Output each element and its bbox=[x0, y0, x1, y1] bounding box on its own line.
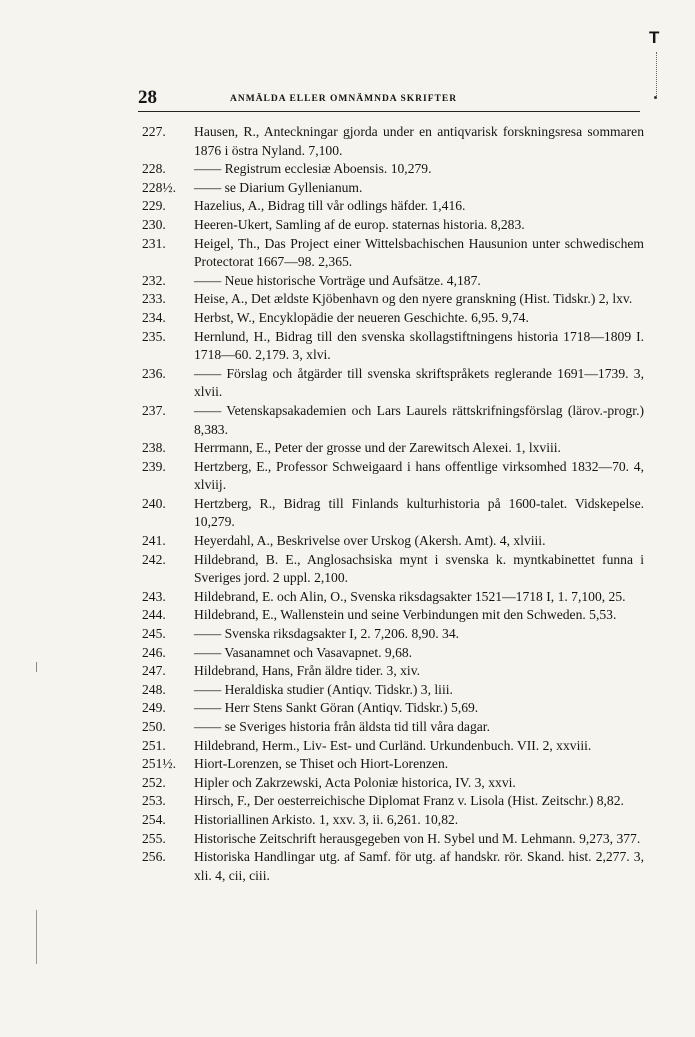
entry-number: 242. bbox=[142, 551, 166, 567]
entry-text: Hiort-Lorenzen, se Thiset och Hiort-Lorenzen. bbox=[194, 756, 449, 772]
entry-number: 251. bbox=[142, 737, 166, 753]
bibliography-entry bbox=[134, 197, 644, 216]
entry-number: 244. bbox=[142, 607, 166, 623]
entry-number: 255. bbox=[142, 830, 166, 846]
entry-text: —— Vasanamnet och Vasavapnet. 9,68. bbox=[194, 644, 413, 660]
entry-text: —— Förslag och åtgärder till svenska skriftspråkets reglerande 1691—1739. 3, xlvii. bbox=[194, 365, 644, 400]
bibliography-entry bbox=[134, 458, 644, 495]
bibliography-entry bbox=[134, 123, 644, 160]
scan-artifact-line bbox=[36, 662, 37, 672]
bibliography-entry bbox=[134, 774, 644, 793]
entry-text: Hildebrand, E., Wallenstein und seine Verbindungen mit den Schweden. 5,53. bbox=[194, 607, 617, 623]
bibliography-entry bbox=[134, 235, 644, 272]
entry-number: 228. bbox=[142, 161, 166, 177]
bibliography-entry bbox=[134, 737, 644, 756]
entry-text: —— Heraldiska studier (Antiqv. Tidskr.) 3, liii. bbox=[194, 681, 453, 697]
entry-list bbox=[134, 123, 644, 885]
entry-number: 234. bbox=[142, 309, 166, 325]
entry-number: 238. bbox=[142, 440, 166, 456]
entry-number: 246. bbox=[142, 644, 166, 660]
bibliography-entry bbox=[134, 644, 644, 663]
scan-artifact-line bbox=[36, 910, 37, 964]
bibliography-entry bbox=[134, 792, 644, 811]
entry-number: 254. bbox=[142, 811, 166, 827]
entry-number: 247. bbox=[142, 663, 166, 679]
header-rule bbox=[138, 111, 640, 112]
bibliography-entry bbox=[134, 755, 644, 774]
bibliography-entry bbox=[134, 718, 644, 737]
corner-mark: T bbox=[649, 28, 660, 47]
entry-number: 228½. bbox=[142, 179, 176, 195]
margin-dotted-line bbox=[656, 52, 657, 98]
entry-number: 249. bbox=[142, 700, 166, 716]
entry-text: Hertzberg, E., Professor Schweigaard i hans offentlige virksomhed 1832—70. 4, xlviij. bbox=[194, 458, 644, 493]
entry-text: Hirsch, F., Der oesterreichische Diplomat Franz v. Lisola (Hist. Zeitschr.) 8,82. bbox=[194, 793, 624, 809]
page-header bbox=[138, 87, 638, 111]
entry-text: —— Svenska riksdagsakter I, 2. 7,206. 8,90. 34. bbox=[194, 626, 460, 642]
bibliography-entry bbox=[134, 179, 644, 198]
bibliography-entry bbox=[134, 495, 644, 532]
entry-text: Hertzberg, R., Bidrag till Finlands kulturhistoria på 1600-talet. Vidskepelse. 10,279. bbox=[194, 495, 644, 530]
entry-text: Hausen, R., Anteckningar gjorda under en antiqvarisk forskningsresa sommaren 1876 i östra Nyland. 7,100. bbox=[194, 124, 644, 158]
entry-number: 232. bbox=[142, 272, 166, 288]
entry-number: 245. bbox=[142, 626, 166, 642]
bibliography-entry bbox=[134, 830, 644, 849]
bibliography-entry bbox=[134, 681, 644, 700]
entry-number: 240. bbox=[142, 495, 166, 511]
margin-dot bbox=[654, 96, 657, 99]
bibliography-entry bbox=[134, 662, 644, 681]
entry-text: Hildebrand, Herm., Liv- Est- und Curländ. Urkundenbuch. VII. 2, xxviii. bbox=[194, 737, 592, 753]
bibliography-entry bbox=[134, 160, 644, 179]
entry-text: Herrmann, E., Peter der grosse und der Zarewitsch Alexei. 1, lxviii. bbox=[194, 440, 561, 456]
bibliography-entry bbox=[134, 625, 644, 644]
entry-number: 236. bbox=[142, 365, 166, 381]
bibliography-entry bbox=[134, 328, 644, 365]
entry-number: 251½. bbox=[142, 756, 176, 772]
bibliography-entry bbox=[134, 309, 644, 328]
bibliography-entry bbox=[134, 532, 644, 551]
entry-text: Hernlund, H., Bidrag till den svenska skollagstiftningens historia 1718—1809 I. 1718—60. 2,179. 3, xlvi. bbox=[194, 328, 644, 363]
entry-text: Herbst, W., Encyklopädie der neueren Geschichte. 6,95. 9,74. bbox=[194, 309, 529, 325]
entry-text: —— Herr Stens Sankt Göran (Antiqv. Tidskr.) 5,69. bbox=[194, 700, 479, 716]
bibliography-entry bbox=[134, 848, 644, 885]
entry-number: 239. bbox=[142, 458, 166, 474]
entry-number: 252. bbox=[142, 774, 166, 790]
entry-text: Hipler och Zakrzewski, Acta Poloniæ historica, IV. 3, xxvi. bbox=[194, 774, 516, 790]
entry-text: —— Neue historische Vorträge und Aufsätze. 4,187. bbox=[194, 272, 481, 288]
entry-number: 253. bbox=[142, 793, 166, 809]
page-number: 28 bbox=[138, 87, 157, 108]
entry-text: —— Registrum ecclesiæ Aboensis. 10,279. bbox=[194, 161, 432, 177]
bibliography-entry bbox=[134, 699, 644, 718]
entry-text: Hazelius, A., Bidrag till vår odlings häfder. 1,416. bbox=[194, 198, 466, 214]
entry-text: Historiska Handlingar utg. af Samf. för utg. af handskr. rör. Skand. hist. 2,277. 3, xli. 4, cii, ciii. bbox=[194, 849, 644, 883]
bibliography-entry bbox=[134, 402, 644, 439]
entry-text: Historiallinen Arkisto. 1, xxv. 3, ii. 6,261. 10,82. bbox=[194, 811, 459, 827]
entry-number: 256. bbox=[142, 849, 166, 865]
bibliography-entry bbox=[134, 365, 644, 402]
entry-number: 237. bbox=[142, 402, 166, 418]
entry-text: —— se Sveriges historia från äldsta tid till våra dagar. bbox=[194, 719, 490, 734]
entry-text: Heigel, Th., Das Project einer Wittelsbachischen Hausunion unter schwedischem Protectorat 1667—98. 2,365. bbox=[194, 235, 644, 270]
bibliography-entry bbox=[134, 606, 644, 625]
entry-text: Heyerdahl, A., Beskrivelse over Urskog (Akersh. Amt). 4, xlviii. bbox=[194, 533, 546, 549]
bibliography-entry bbox=[134, 216, 644, 235]
entry-number: 250. bbox=[142, 719, 166, 734]
entry-number: 229. bbox=[142, 198, 166, 214]
bibliography-entry bbox=[134, 588, 644, 607]
entry-number: 230. bbox=[142, 216, 166, 232]
bibliography-entry bbox=[134, 811, 644, 830]
entry-text: Hildebrand, B. E., Anglosachsiska mynt i svenska k. myntkabinettet funna i Sveriges jord. 2 uppl. 2,100. bbox=[194, 551, 644, 586]
entry-number: 243. bbox=[142, 588, 166, 604]
bibliography-entry bbox=[134, 551, 644, 588]
entry-text: —— Vetenskapsakademien och Lars Laurels rättskrifningsförslag (lärov.-progr.) 8,383. bbox=[194, 402, 644, 437]
entry-text: Historische Zeitschrift herausgegeben von H. Sybel und M. Lehmann. 9,273, 377. bbox=[194, 830, 641, 846]
entry-text: Hildebrand, E. och Alin, O., Svenska riksdagsakter 1521—1718 I, 1. 7,100, 25. bbox=[194, 588, 626, 604]
running-title: ANMÄLDA ELLER OMNÄMNDA SKRIFTER bbox=[230, 94, 458, 104]
entry-text: Heeren-Ukert, Samling af de europ. staternas historia. 8,283. bbox=[194, 216, 525, 232]
entry-number: 248. bbox=[142, 681, 166, 697]
entry-number: 227. bbox=[142, 124, 166, 139]
entry-text: Heise, A., Det ældste Kjöbenhavn og den nyere granskning (Hist. Tidskr.) 2, lxv. bbox=[194, 291, 633, 307]
bibliography-entry bbox=[134, 439, 644, 458]
entry-text: —— se Diarium Gyllenianum. bbox=[194, 179, 363, 195]
entry-text: Hildebrand, Hans, Från äldre tider. 3, xiv. bbox=[194, 663, 421, 679]
bibliography-entry bbox=[134, 290, 644, 309]
entry-number: 233. bbox=[142, 291, 166, 307]
entry-number: 241. bbox=[142, 533, 166, 549]
entry-number: 235. bbox=[142, 328, 166, 344]
bibliography-entry bbox=[134, 272, 644, 291]
entry-number: 231. bbox=[142, 235, 166, 251]
